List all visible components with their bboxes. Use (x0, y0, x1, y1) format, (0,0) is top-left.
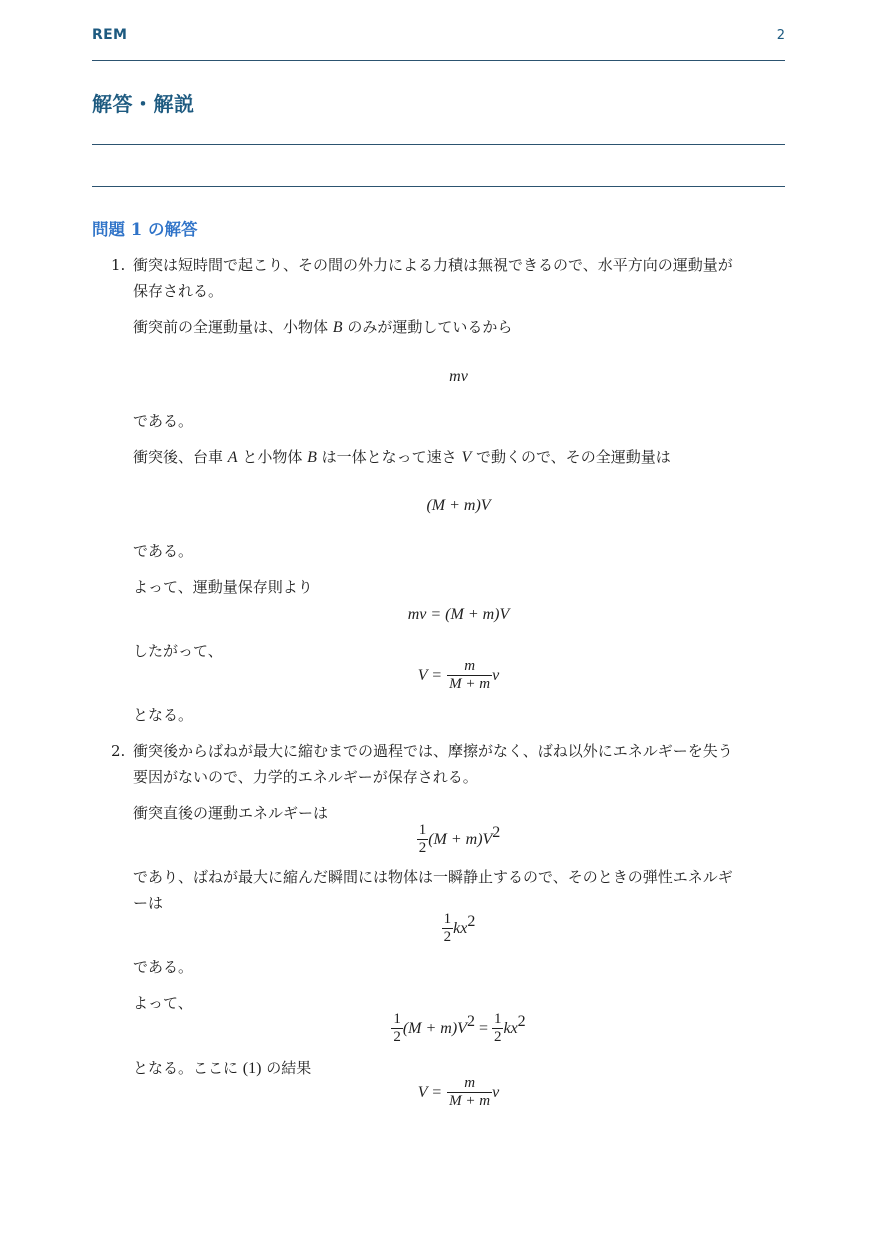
fraction-denominator: 2 (493, 1029, 502, 1045)
exponent: 2 (466, 1013, 475, 1030)
title-rule-top (92, 144, 785, 145)
equation-reference: (1) (242, 1060, 262, 1077)
item-number: 1. (111, 256, 126, 274)
page-number: 2 (776, 28, 785, 43)
text-run: のみが運動しているから (342, 318, 513, 336)
math-var: V (461, 449, 472, 466)
fraction-numerator: 1 (493, 1011, 502, 1027)
math-var: B (307, 449, 317, 466)
text-run: 衝突前の全運動量は、小物体 (133, 318, 333, 336)
math-tail: (M + m)V (402, 1020, 467, 1037)
fraction-denominator: 2 (393, 1029, 401, 1045)
paragraph-before (133, 314, 512, 341)
text-run: は一体となって速さ (316, 448, 462, 466)
paragraph-kinetic: 衝突直後の運動エネルギーは (133, 804, 329, 822)
fraction-numerator: 1 (418, 822, 427, 838)
fraction (447, 1075, 492, 1110)
exponent: 2 (517, 1013, 526, 1030)
page-header (92, 27, 785, 47)
math-lhs: V = (417, 1084, 443, 1101)
fraction-denominator: M + m (449, 676, 491, 692)
text-run: と小物体 (237, 448, 308, 466)
section-heading: 問題 1 の解答 (92, 220, 198, 239)
page-title: 解答・解説 (92, 92, 195, 116)
fraction-half (492, 1011, 504, 1046)
fraction-denominator: 2 (418, 840, 427, 856)
math-expression: mv (449, 368, 468, 385)
item-intro-line: 衝突後からばねが最大に縮むまでの過程では、摩擦がなく、ばね以外にエネルギーを失う (133, 742, 733, 760)
paragraph-spring: ーは (133, 894, 164, 912)
paragraph-therefore: したがって、 (133, 642, 223, 660)
equation-velocity (92, 658, 825, 693)
equation-conservation (92, 604, 825, 624)
math-var: A (227, 449, 238, 466)
math-var: B (332, 319, 343, 336)
math-tail: (M + m)V (428, 831, 493, 848)
item-intro-line: 要因がないので、力学的エネルギーが保存される。 (133, 768, 478, 786)
equation-kinetic-energy (92, 822, 825, 857)
paragraph-conservation: よって、運動量保存則より (133, 578, 313, 596)
equation-velocity-ref (92, 1075, 825, 1110)
fraction-half (442, 911, 454, 946)
math-expression: mv = (M + m)V (407, 606, 510, 623)
math-expression: (M + m)V (426, 497, 491, 514)
item-number: 2. (111, 742, 126, 760)
paragraph-after (133, 444, 671, 471)
fraction-denominator: M + m (449, 1093, 491, 1109)
exponent: 2 (467, 913, 476, 930)
fraction-half (417, 822, 429, 857)
text-run: 衝突後、台車 (133, 448, 228, 466)
fraction-half (391, 1011, 403, 1046)
text-run: の結果 (261, 1059, 312, 1077)
title-rule-bottom (92, 186, 785, 187)
brand-label: REM (92, 27, 128, 43)
equation-elastic-energy (92, 911, 825, 946)
math-tail: kx (453, 920, 468, 937)
paragraph-yotte: よって、 (133, 994, 193, 1012)
fraction-numerator: m (464, 658, 476, 674)
item-intro-line: 衝突は短時間で起こり、その間の外力による力積は無視できるので、水平方向の運動量が (133, 256, 733, 274)
paragraph-dearu: である。 (133, 412, 194, 430)
equation-momentum-before (92, 366, 825, 386)
math-tail: kx (503, 1020, 518, 1037)
text-run: で動くので、その全運動量は (471, 448, 671, 466)
fraction-numerator: m (464, 1075, 476, 1091)
text-run: となる。ここに (133, 1059, 243, 1077)
paragraph-spring: であり、ばねが最大に縮んだ瞬間には物体は一瞬静止するので、そのときの弾性エネルギ (133, 868, 733, 886)
item-intro-line: 保存される。 (133, 282, 224, 300)
header-rule (92, 60, 785, 61)
math-lhs: V = (417, 667, 443, 684)
fraction-numerator: 1 (443, 911, 452, 927)
fraction (447, 658, 492, 693)
math-tail: v (492, 667, 500, 684)
exponent: 2 (492, 824, 501, 841)
equals-sign: = (474, 1020, 492, 1037)
fraction-denominator: 2 (443, 929, 452, 945)
paragraph-dearu: である。 (133, 958, 194, 976)
paragraph-naru: となる。 (133, 706, 194, 724)
paragraph-dearu: である。 (133, 542, 194, 560)
math-tail: v (492, 1084, 500, 1101)
equation-energy-conservation (92, 1011, 825, 1046)
equation-momentum-after (92, 495, 825, 515)
fraction-numerator: 1 (393, 1011, 401, 1027)
